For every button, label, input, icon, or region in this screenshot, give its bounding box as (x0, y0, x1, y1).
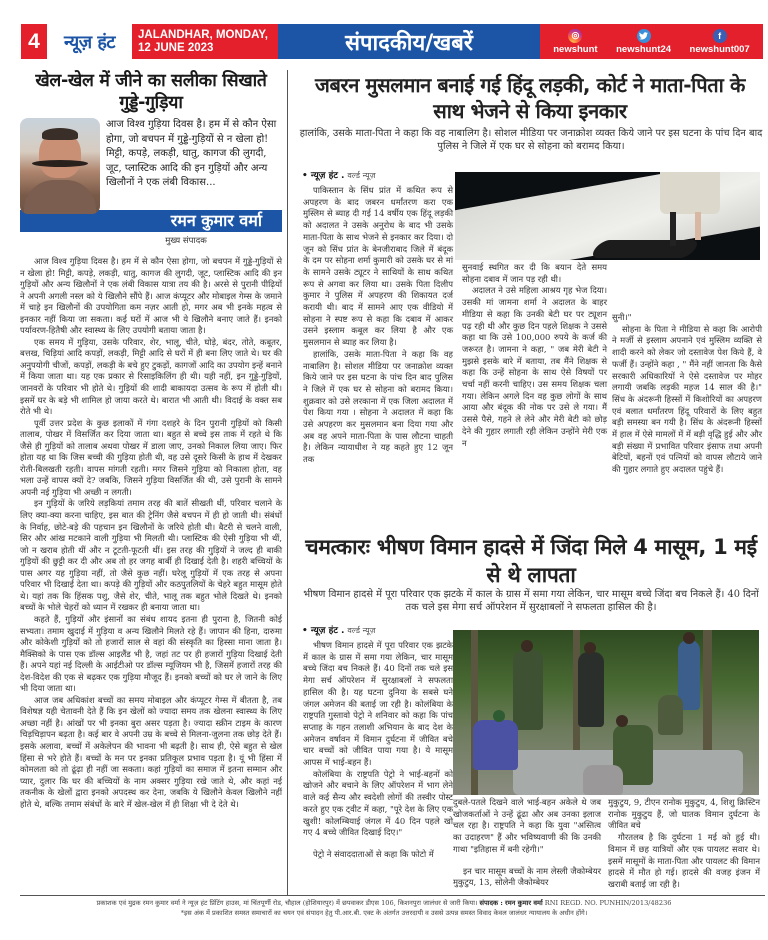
imprint-line-1 (10, 899, 758, 909)
social-handle: newshunt (553, 43, 598, 55)
instagram-icon: ◎ (568, 29, 582, 43)
photo-leg (695, 212, 701, 240)
story2-paragraph: दुबले-पतले दिखने वाले भाई-बहन अकेले थे जब खोजकर्ताओं ने उन्हें ढूंढा और अब उनका इलाज चल रहा है। राष्ट्रपति ने कहा कि युवा "अस्तित्व का उदाहरण" हैं और भविष्यवाणी की कि उनकी गाथा "इतिहास में बनी रहेगी।" (453, 797, 601, 854)
story2-paragraph: पेट्रो ने संवाददाताओं से कहा कि फोटो में (313, 848, 434, 859)
social-links (540, 24, 763, 59)
author-name-bar: रमन कुमार वर्मा (20, 210, 282, 232)
story1-paragraph: पाकिस्तान के सिंध प्रांत में कथित रूप से अपहरण के बाद जबरन धर्मांतरण करा एक मुस्लिम से ब्याह दी गई 14 वर्षीय एक हिंदू लड़की को अदालत ने उसके अनुरोध के बाद भी उसके माता-पिता के साथ भेजने से इनकार कर दिया। दो जून को सिंध प्रांत के बेनजीराबाद जिले में बंदूक के दम पर सोहना शर्मा कुमारी को उसके घर से मां के सामने उसके ट्यूटर ने साथियों के साथ कथित रूप से अगवा कर लिया था। उसके पिता दिलीप कुमार ने पुलिस में अपहरण की शिकायत दर्ज करायी थी। बाद में सामने आए एक वीडियो में सोहना ने स्पष्ट रूप से कहा कि दबाव में आकर उसने इस्लाम कबूल कर लिया है और एक मुसलमान से ब्याह कर लिया है। (303, 185, 453, 348)
photo-shadow (589, 240, 702, 258)
twitter-icon (637, 29, 651, 43)
column-divider (287, 70, 288, 895)
story1-photo (455, 172, 760, 260)
story2-paragraph: गौरतलब है कि दुर्घटना 1 मई को हुई थी। विमान में छह यात्रियों और एक पायलट सवार थे। इसमें मासूमों के माता-पिता और पायलट की विमान हादसे में मौत हो गई। हादसे की वजह इंजन में खराबी बताई जा रही है। (608, 832, 760, 889)
dateline (132, 24, 278, 59)
story2-deck: भीषण विमान हादसे में पूरा परिवार एक झटके में काल के ग्रास में समा गया लेकिन, चार मासूम बच्चे जिंदा बच निकले हैं। 40 दिनों तक चले इस मेगा सर्च ऑपरेशन में सुरक्षाबलों ने सफलता हासिल की है। (303, 589, 759, 613)
page-number: 4 (21, 24, 47, 59)
story2-paragraph: कोलंबिया के राष्ट्रपति पेट्रो ने भाई-बहनों को खोजने और बचाने के लिए ऑपरेशन में भाग लेने वाले कई सैन्य और स्वदेशी लोगों की तस्वीर पोस्ट करते हुए एक ट्वीट में कहा, "पूरे देश के लिए एक खुशी! कोलम्बियाई जंगल में 40 दिन पहले खो गए 4 बच्चे जीवित दिखाई दिए।" (303, 768, 453, 838)
social-link-twitter[interactable] (616, 29, 671, 55)
story1-paragraph: सोहना के पिता ने मीडिया से कहा कि आरोपी ने मर्जी से इस्लाम अपनाने एवं मुस्लिम व्यक्ति से शादी करने को लेकर जो दस्तावेज पेश किये हैं, वे फर्जी हैं। उन्होंने कहा , " मैंने नहीं जानता कि कैसे सरकारी अधिकारियों ने ऐसे दस्तावेज पर मोहर लगायी जबकि लड़की महज 14 साल की है।" सिंध के अंदरूनी हिस्सों में किशोरियों का अपहरण एवं बलात धर्मांतरण हिंदू परिवारों के लिए बहुत बड़ी समस्या बन गयी है। सिंध के अंदरूनी हिस्सों में हाल में ऐसे मामलों में में बड़ी वृद्धि हुई और और बड़ी संख्या में प्रभावित परिवार इंसाफ तथा अपनी बेटियों, बहनों एवं पत्नियों को वापस लौटाये जाने की गुहार लगाते हुए अदालत पहुंचे हैं। (612, 323, 762, 475)
editorial-column (20, 70, 282, 810)
dateline-date: 12 JUNE 2023 (138, 42, 214, 54)
story2-paragraph: मुकुटुय, 9, टीएन रानोक मुकुटुय, 4, शिशु क्रिस्टिन रानोक मुकुटुय हैं, जो घातक विमान दुर्घटना के जीवित बचे (608, 797, 760, 831)
imprint-editor: संपादक : रमन कुमार वर्मा (479, 899, 543, 907)
social-handle: newshunt24 (616, 43, 672, 55)
photo-head (493, 710, 505, 722)
story1-paragraph: सुनवाई स्थगित कर दी कि बयान देते समय सोहना दबाव में जान पड़ रही थी। (462, 262, 607, 284)
masthead (21, 24, 763, 59)
editorial-paragraph: इन गुड़ियों के जरिये लड़कियां तमाम तरह की बातें सीखती थीं, परिवार चलाने के लिए क्या-क्या करना चाहिए, इस बात की ट्रेनिंग जैसे बचपन में ही हो जाती थी। संबंधों के निर्वाह, छोटे-बड़े की पहचान इन खिलौनों के जरिये होती थी। बैटरी से चलने वाली, सिर और आंख मटकाने वाली गुड़िया भी मिलती थी। प्लास्टिक की ऐसी गुड़िया भी थीं, जो न खराब होती थीं और न टूटती-फूटती थीं। इस तरह की गुड़ियों ने जल्द ही बाकी गुड़ियों की छुट्टी कर दी और अब तो हर जगह बार्बी ही दिखाई देती है। शहरी बच्चियों के पास अगर यह गुड़िया नहीं, तो जैसे कुछ नहीं। घरेलू गुड़ियों में एक तरह से अपना परिवार भी दिखाई देता था। कपड़े की गुड़ियों और कठपुतलियों के चेहरे बहुत मासूम होते थे। यहां तक कि हिंसक पशु, जैसे शेर, चीते, भालू तक बहुत भोले दिखते थे। इनको बच्चों के भोले चेहरों को ध्यान में रखकर ही बनाया जाता था। (20, 498, 282, 613)
story1-paragraph: हालांकि, उसके माता-पिता ने कहा कि वह नाबालिग है। सोशल मीडिया पर जनाक्रोश व्यक्त किये जाने पर इस घटना के पांच दिन बाद पुलिस ने जिले में एक घर से सोहना को बरामद किया। शुक्रवार को उसे लरकाना में एक जिला अदालत में पेश किया गया । सोहना ने अदालत में कहा कि उसे अपहरण कर मुसलमान बना दिया गया और अब वह अपने माता-पिता के पास लौटना चाहती है। लेकिन न्यायाधीश ने यह कहते हुए 12 जून तक (303, 348, 453, 465)
story1-paragraph: सुनी।" (612, 312, 632, 322)
byline-desk: वर्ल्ड न्यूज़ (347, 171, 376, 180)
story2-byline (302, 623, 376, 636)
story2-headline[interactable]: चमत्कारः भीषण विमान हादसे में जिंदा मिले 4 मासूम, 1 मई से थे लापता (305, 535, 757, 587)
photo-head (584, 642, 596, 654)
editorial-headline[interactable]: खेल-खेल में जीने का सलीका सिखाते गुड्डे-गुड़िया (35, 71, 267, 113)
editorial-intro (20, 118, 282, 208)
editorial-body (20, 256, 282, 810)
story1-deck: हालांकि, उसके माता-पिता ने कहा कि वह नाबालिग है। सोशल मीडिया पर जनाक्रोश व्यक्त किये जाने पर इस घटना के पांच दिन बाद पुलिस ने जिले में एक घर से सोहना को बरामद किया। (299, 128, 763, 152)
story2-paragraph: इन चार मासूम बच्चों के नाम लेस्ली जैकोम्बेयर मुकुटुय, 13, सोलेनी जैकोम्बेयर (453, 865, 601, 888)
editorial-paragraph: आज विश्व गुड़िया दिवस है। हम में से कौन ऐसा होगा, जो बचपन में गुड्डे-गुड़ियों से न खेला हो! मिट्टी, कपड़े, लकड़ी, धातु, कागज की लुगदी, जूट, प्लास्टिक आदि की इन गुड़ियों और अन्य खिलौनों ने एक लंबी विकास यात्रा तय की है। अरसे से पुरानी पीढ़ियों ने अपनी अगली नस्ल को ये खिलौने सौंपे हैं। आज कंप्यूटर और मोबाइल गेम्स के जमाने में चाहे इन खिलौनों की उपयोगिता कम नज़र आती हो, मगर अब भी इनके महत्व से इनकार नहीं किया जा सकता। कई घरों में आज भी ये खिलौने बनाए जाते हैं। इनको पर्यावरण-हितैषी और स्वास्थ्य के लिए उपयोगी बताया जाता है। (20, 256, 282, 336)
story1-headline[interactable]: जबरन मुसलमान बनाई गई हिंदू लड़की, कोर्ट ने माता-पिता के साथ भेजने से किया इनकार (315, 73, 745, 123)
story1-byline (302, 168, 376, 181)
byline-source: • न्यूज़ हंट . (302, 626, 345, 636)
photo-leg (670, 212, 676, 246)
imprint-line-2: *इस अंक में प्रकाशित समस्त समाचारों का चयन एवं संपादन हेतु पी.आर.बी. एक्ट के अंतर्गत उत्तरदायी व उससे उत्पन्न समस्त विवाद केवल जालंधर न्यायालय के अधीन होंगे। (180, 908, 588, 917)
imprint-rni: RNI REGD. NO. PUNHIN/2013/48236 (544, 899, 672, 907)
photo-rescuer (578, 652, 604, 727)
photo-head (616, 715, 628, 727)
photo-head (521, 640, 533, 652)
editorial-paragraph: एक समय में गुड़िया, उसके परिवार, शेर, भालू, चीते, घोड़े, बंदर, तोते, कबूतर, बत्तख, चिड़ियां आदि कपड़ों, लकड़ी, मिट्टी आदि से घरों में ही बना लिए जाते थे। घर की अनुपयोगी चीजों, कपड़ों, लकड़ी के बचे हुए टुकड़ों, कागजों आदि का उपयोग इन्हें बनाने में किया जाता था। यह एक प्रकार से रिसाइकिलिंग ही थी। यही नहीं, इन गुड्डे-गुड़ियों, जानवरों के परिवार भी होते थे। गुड़ियों की शादी बाकायदा उत्सव के रूप में होती थी। इसमें घर के बड़े भी शामिल हो जाया करते थे। बारात भी आती थी। विदाई के वक्त सब रोते भी थे। (20, 336, 282, 417)
photo-head (683, 632, 695, 644)
byline-source: • न्यूज़ हंट . (302, 171, 345, 181)
byline-desk: वर्ल्ड न्यूज़ (347, 626, 376, 635)
author-role: मुख्य संपादक (165, 236, 207, 246)
editorial-paragraph: कहते हैं, गुड़ियों और इंसानों का संबंध शायद इतना ही पुराना है, जितनी कोई सभ्यता। तमाम खुदाई में गुड़िया व अन्य खिलौने मिलते रहे हैं। जापान की हिना, दारुमा और कोकेशी गुड़ियों को तो हजारों साल से वहां की संस्कृति का हिस्सा माना जाता है। मैक्सिको के पास एक डॉल्स आइलैंड भी है, जहां तट पर ही हजारों गुड़िया दिखाई देती हैं। अपने यहां नई दिल्ली के आईटीओ पर डॉल्स म्यूजियम भी है, जिसमें हजारों तरह की देश-विदेश की एक से बढ़कर एक गुड़िया मौजूद हैं। इनको बच्चों को घर ले जाने के लिए भी दिया जाता था। (20, 613, 282, 694)
editorial-paragraph: आज जब अधिकांश बच्चों का समय मोबाइल और कंप्यूटर गेम्स में बीतता है, तब विशेषज्ञ यही चेतावनी देते हैं कि इन खेलों को ज्यादा समय तक खेलना स्वास्थ्य के लिए अच्छा नहीं है। आंखों पर भी इनका बुरा असर पड़ता है। ज्यादा स्क्रीन टाइम के कारण चिड़चिड़ापन बढ़ता है। कई बार वे अपनी उम्र के बच्चे से मिलना-जुलना तक छोड़ देते हैं। इसके अलावा, बच्चों में अकेलेपन की भावना भी बढ़ती है। साथ ही, ऐसे बहुत से खेल हिंसा से भरे होते हैं। बच्चों के मन पर इनका प्रतिकूल प्रभाव पड़ता है। यूं भी हिंसा में कोमलता को तो ढूंढ़ा ही नहीं जा सकता। कहां गुड़ियों का समाज में इतना सम्मान और प्यार, दुलार कि घर की बच्चियों के नाम अक्सर गुड़िया रखे जाते थे, और कहां नई तकनीक के खेलों द्वारा इनको अपदस्थ कर देना, जबकि ये खिलौने केवल खिलौने नहीं होते थे, बल्कि तमाम संबंधों के बारे में खेल-खेल में ही शिक्षा भी दे देते थे। (20, 694, 282, 809)
story1-column-3 (612, 312, 762, 476)
social-link-instagram[interactable] (553, 29, 597, 55)
imprint-publisher: प्रकाशक एवं मुद्रक रमन कुमार वर्मा ने न्यूज़ हंट प्रिंटिंग हाउस, मां चिंतपूर्णी रोड, चौहाल (होशियारपुर) में छपवाकर डीएस 106, किशनपुरा जालंधर से जारी किया। (96, 899, 478, 907)
author-photo-mustache (32, 160, 88, 167)
photo-skirt (660, 172, 720, 214)
story1-column-2 (462, 262, 607, 449)
story1-paragraph: अदालत ने उसे महिला आश्रय गृह भेज दिया। उसकी मां जामना शर्मा ने अदालत के बाहर मीडिया से कहा कि उनकी बेटी घर पर ट्यूशन पढ़ रही थी और कुछ दिन पहले शिक्षक ने उससे कहा था कि उसे 100,000 रुपये के कर्ज की जरूरत है। जामना ने कहा, " जब मेरी बेटी ने मुझसे इसके बारे में बताया, तब मैंने शिक्षक से कहा कि उन्हें सोहना के साथ ऐसे विषयों पर चर्चा नहीं करनी चाहिए। उस समय शिक्षक चला गया। लेकिन अगले दिन वह कुछ लोगों के साथ आया और बंदूक की नोक पर उसे ले गया। मैं उससे पैसे, गहने ले लेने और मेरी बेटी को छोड़ देने की गुहार लगाती रही लेकिन उन्होंने मेरी एक न (462, 285, 607, 448)
social-link-facebook[interactable] (690, 29, 750, 55)
photo-soldier (658, 695, 683, 735)
photo-rescuer-seated (473, 720, 518, 770)
section-title: संपादकीय/खबरें (278, 24, 540, 59)
author-photo-hair (42, 128, 78, 140)
editorial-paragraph: पूर्वी उत्तर प्रदेश के कुछ इलाकों में गंगा दशहरे के दिन पुरानी गुड़ियों को किसी तालाब, पोखर में विसर्जित कर दिया जाता था। बहुत से बच्चे इस ताक में रहते थे कि जैसे ही गुड़ियों को तालाब अथवा पोखर में डाला जाए, उनको निकाल लिया जाए। फिर होता यह था कि जिस बच्ची की गुड़िया होती थी, वह उसे दूसरे किसी के हाथ में देखकर रोती-बिलखती रहती। वापस मांगती रहती। मगर जिसने गुड़िया को निकाला होता, वह भला उन्हें वापस क्यों दे? जबकि, जिसने गुड़िया विसर्जित की थी, उसे पुरानी के सामने अपनी नई गुड़िया भी अच्छी न लगती। (20, 417, 282, 497)
story1-column-1 (303, 185, 453, 466)
story2-column-2 (453, 797, 601, 889)
brand-logo[interactable]: न्यूज़ हंट (47, 24, 132, 59)
story2-column-3 (608, 797, 760, 891)
story2-column-1 (303, 640, 453, 861)
author-photo (20, 118, 100, 214)
print-imprint (10, 899, 758, 918)
dateline-place-day: JALANDHAR, MONDAY, (138, 29, 268, 41)
photo-soldier (513, 650, 543, 730)
social-handle: newshunt007 (689, 43, 750, 55)
author-photo-body (24, 180, 96, 214)
photo-child (583, 765, 623, 795)
story2-paragraph: भीषण विमान हादसे में पूरा परिवार एक झटके में काल के ग्रास में समा गया लेकिन, चार मासूम बच्चे जिंदा बच निकले हैं। 40 दिनों तक चले इस मेगा सर्च ऑपरेशन में सुरक्षाबलों ने सफलता हासिल की है। यह घटना दुनिया के सबसे घने जंगल अमेजन की बताई जा रही है। कोलंबिया के राष्ट्रपति गुस्तावो पेट्रो ने शनिवार को कहा कि पांच सप्ताह के गहन तलाशी अभियान के बाद देश के अमेजन वर्षावन में विमान दुर्घटना में जीवित बचे चार बच्चों को जीवित पाया गया है। ये मासूम आपस में भाई-बहन हैं। (303, 640, 453, 768)
photo-tree (471, 630, 478, 795)
facebook-icon: f (713, 29, 727, 43)
editorial-intro-text: आज विश्व गुड़िया दिवस है। हम में से कौन ऐसा होगा, जो बचपन में गुड्डे-गुड़ियों से न खेला हो! मिट्टी, कपड़े, लकड़ी, धातु, कागज की लुगदी, जूट, प्लास्टिक आदि की इन गुड़ियों और अन्य खिलौनों ने एक लंबी विकास... (106, 119, 277, 188)
story2-photo-jungle-rescue (453, 630, 759, 795)
footer-divider (20, 895, 765, 896)
